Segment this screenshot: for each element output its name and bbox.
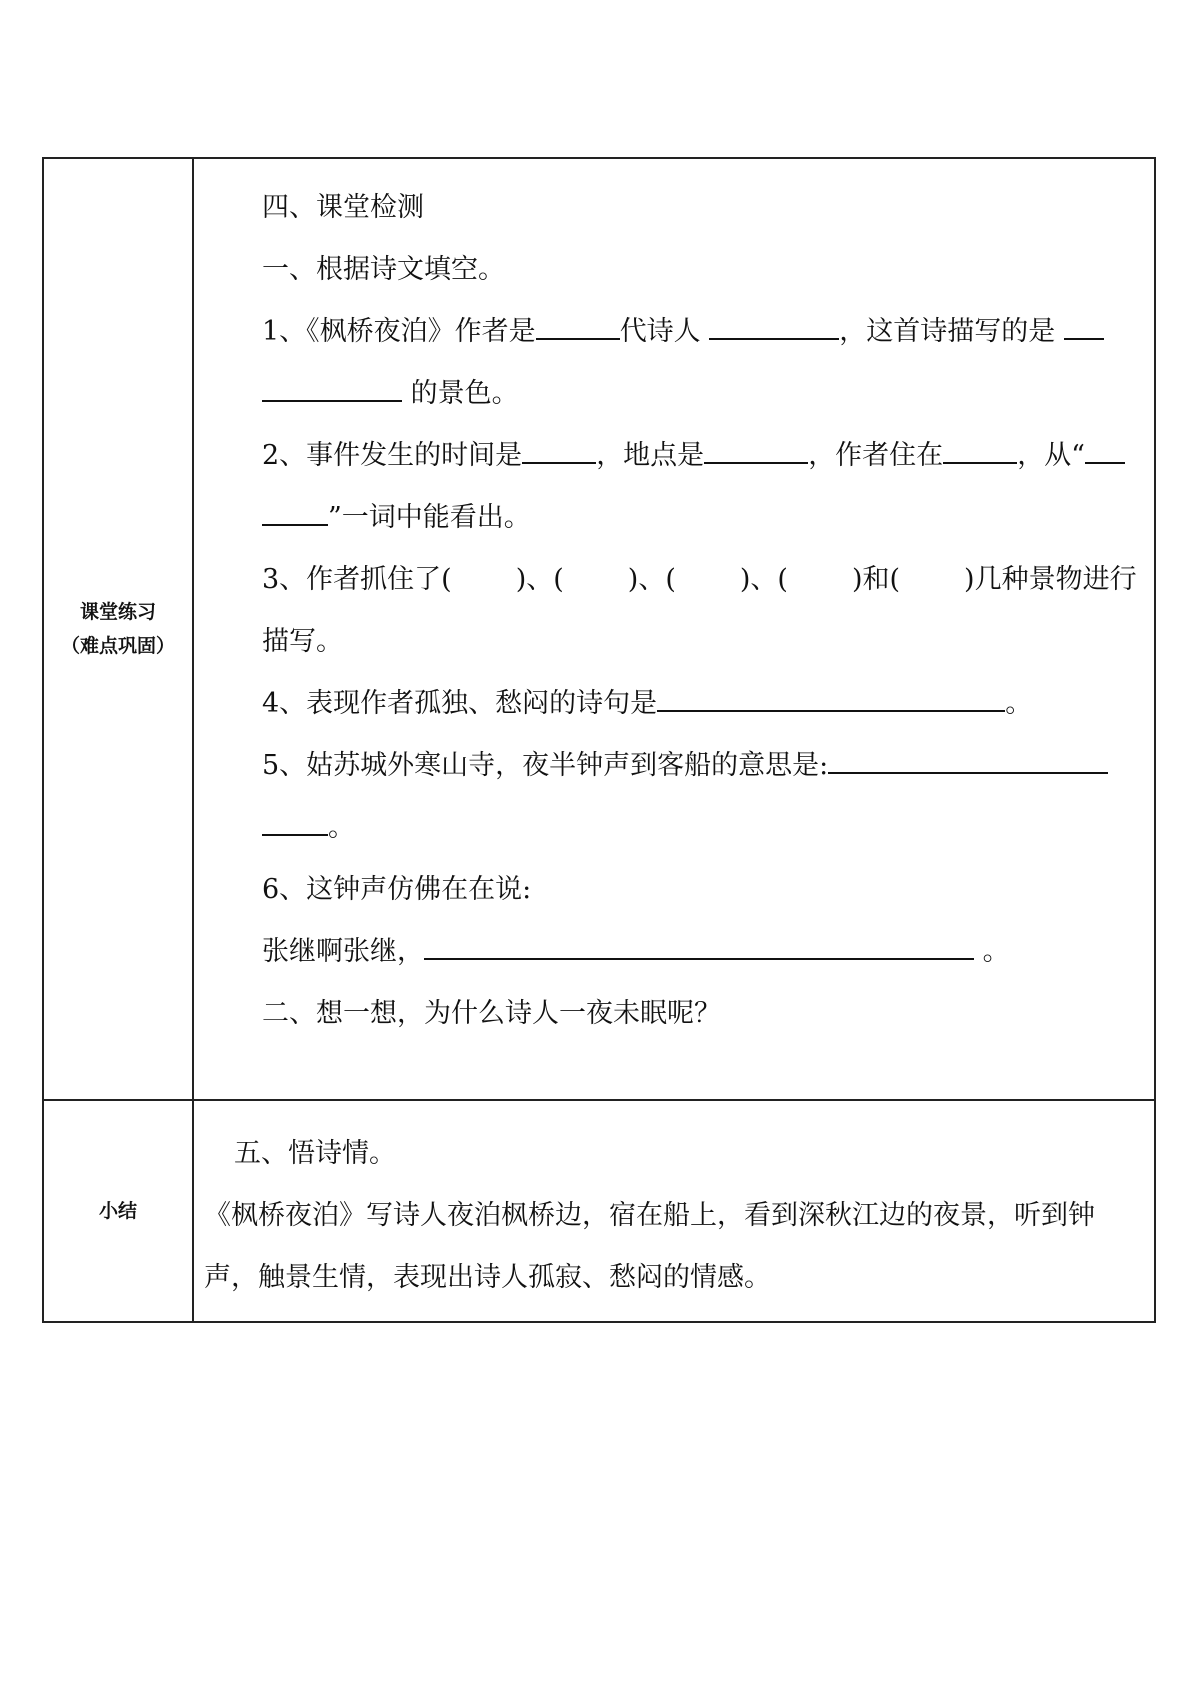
question-2: 2、事件发生的时间是 ，地点是 ，作者住在 ，从“ ”一词中能看出。 — [262, 425, 1142, 549]
answer-blank[interactable] — [657, 682, 1005, 712]
question-4: 4、表现作者孤独、愁闷的诗句是 。 — [262, 673, 1142, 735]
answer-blank[interactable] — [1064, 310, 1104, 340]
question-3: 3、作者抓住了( )、( )、( )、( )和( )几种景物进行描写。 — [262, 564, 1137, 657]
answer-blank[interactable] — [1085, 434, 1125, 464]
practice-sublabel: （难点巩固） — [60, 635, 175, 657]
summary-label: 小结 — [98, 1200, 137, 1222]
practice-label-cell — [43, 158, 193, 1100]
summary-row — [43, 1100, 1155, 1322]
practice-content-cell — [193, 158, 1155, 1100]
answer-blank[interactable] — [262, 372, 402, 402]
section-heading: 四、课堂检测 — [262, 192, 424, 223]
question-6: 6、这钟声仿佛在在说: — [262, 874, 532, 905]
answer-blank[interactable] — [424, 930, 974, 960]
answer-blank[interactable] — [943, 434, 1017, 464]
practice-row — [43, 158, 1155, 1100]
question-6-answer-line: 张继啊张继， 。 — [262, 921, 1142, 983]
summary-label-cell — [43, 1100, 193, 1322]
summary-heading: 五、悟诗情。 — [234, 1138, 396, 1169]
answer-blank[interactable] — [522, 434, 596, 464]
answer-blank[interactable] — [262, 496, 328, 526]
answer-blank[interactable] — [262, 806, 328, 836]
answer-blank[interactable] — [536, 310, 620, 340]
lesson-table — [42, 157, 1156, 1323]
answer-blank[interactable] — [704, 434, 808, 464]
summary-text: 《枫桥夜泊》写诗人夜泊枫桥边，宿在船上，看到深秋江边的夜景，听到钟声，触景生情，表现出诗人孤寂、愁闷的情感。 — [204, 1200, 1095, 1293]
practice-label: 课堂练习 — [79, 601, 156, 623]
question-1: 1、《枫桥夜泊》作者是 代诗人 ，这首诗描写的是 的景色。 — [262, 301, 1142, 425]
part1-title: 一、根据诗文填空。 — [262, 254, 505, 285]
answer-blank[interactable] — [709, 310, 839, 340]
question-5: 5、姑苏城外寒山寺，夜半钟声到客船的意思是: 。 — [262, 735, 1142, 859]
summary-content-cell — [193, 1100, 1155, 1322]
part2-title: 二、想一想，为什么诗人一夜未眠呢？ — [262, 998, 721, 1029]
answer-blank[interactable] — [828, 744, 1108, 774]
